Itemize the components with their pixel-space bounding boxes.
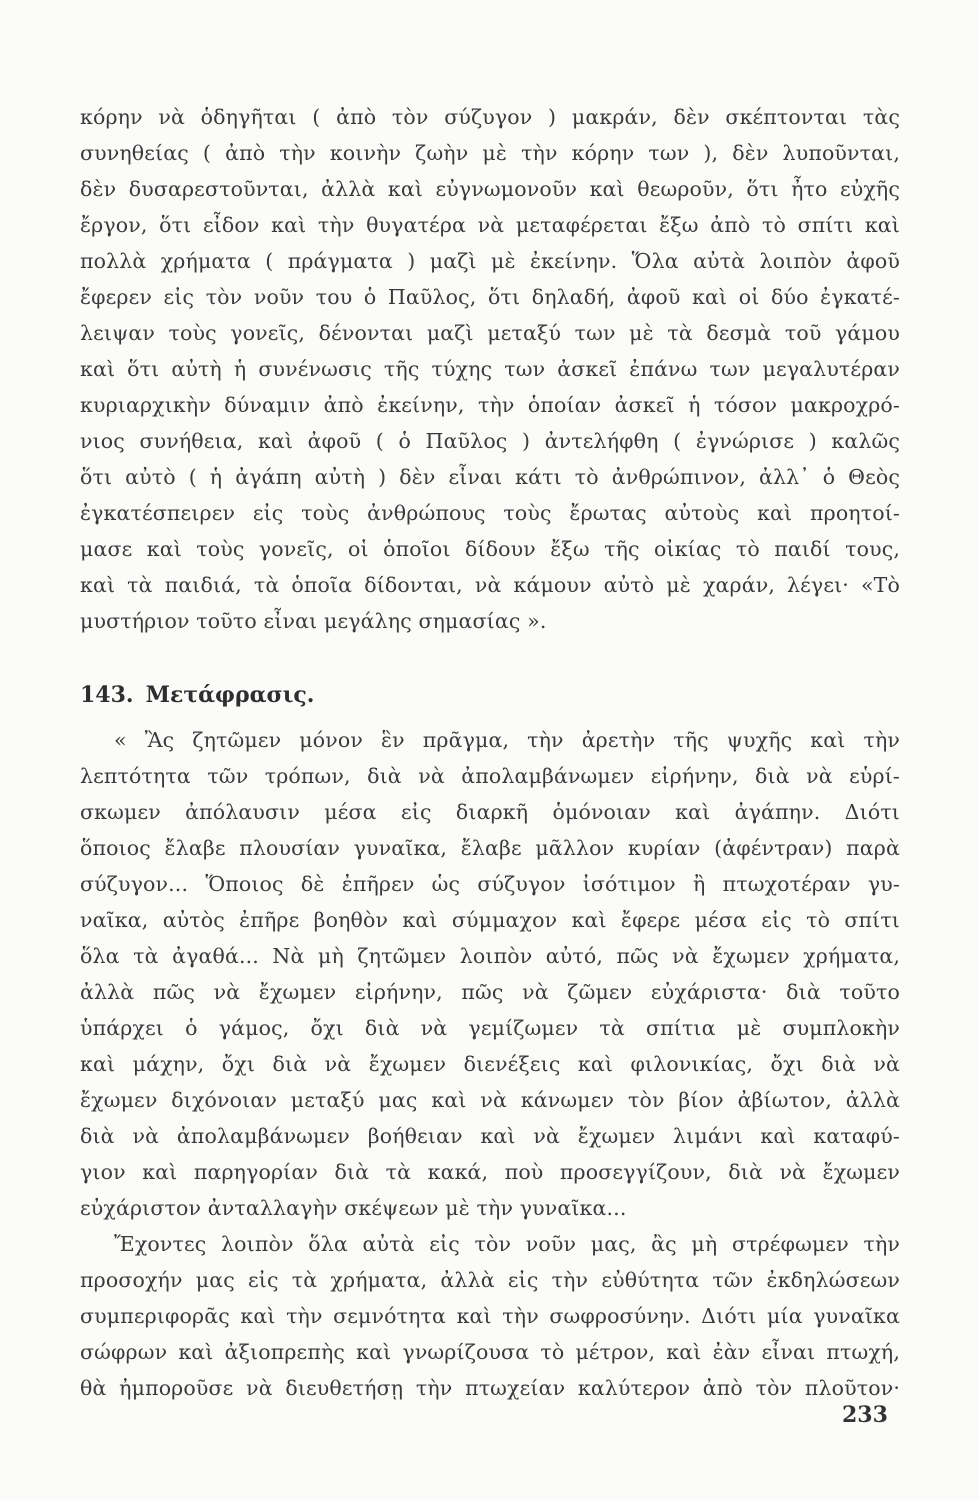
- text-line: ἔργον, ὅτι εἶδον καὶ τὴν θυγατέρα νὰ μεταφέρεται ἔξω ἀπὸ τὸ σπίτι καὶ: [80, 213, 900, 237]
- text-line: διὰ νὰ ἀπολαμβάνωμεν βοήθειαν καὶ νὰ ἔχωμεν λιμάνι καὶ καταφύ-: [80, 1124, 900, 1148]
- text-line: συνηθείας ( ἀπὸ τὴν κοινὴν ζωὴν μὲ τὴν κόρην των ), δὲν λυποῦνται,: [80, 141, 900, 165]
- section-number: 143.: [80, 682, 134, 708]
- section-heading: [80, 675, 314, 715]
- text-line: νιος συνήθεια, καὶ ἀφοῦ ( ὁ Παῦλος ) ἀντελήφθη ( ἐγνώρισε ) καλῶς: [80, 429, 900, 453]
- text-line: ἐγκατέσπειρεν εἰς τοὺς ἀνθρώπους τοὺς ἔρωτας αὐτοὺς καὶ προητοί-: [80, 501, 900, 525]
- text-line: σκωμεν ἀπόλαυσιν μέσα εἰς διαρκῆ ὁμόνοιαν καὶ ἀγάπην. Διότι: [80, 800, 900, 824]
- text-line: συμπεριφορᾶς καὶ τὴν σεμνότητα καὶ τὴν σωφροσύνην. Διότι μία γυναῖκα: [80, 1304, 900, 1328]
- text-line: μυστήριον τοῦτο εἶναι μεγάλης σημασίας ».: [80, 609, 547, 633]
- text-line: ὅποιος ἔλαβε πλουσίαν γυναῖκα, ἔλαβε μᾶλλον κυρίαν (ἀφέντραν) παρὰ: [80, 836, 900, 860]
- text-line: μασε καὶ τοὺς γονεῖς, οἱ ὁποῖοι δίδουν ἔξω τῆς οἰκίας τὸ παιδί τους,: [80, 537, 900, 561]
- text-line: ὅλα τὰ ἀγαθά... Νὰ μὴ ζητῶμεν λοιπὸν αὐτό, πῶς νὰ ἔχωμεν χρήματα,: [80, 944, 900, 968]
- text-line: σώφρων καὶ ἀξιοπρεπὴς καὶ γνωρίζουσα τὸ μέτρον, καὶ ἐὰν εἶναι πτωχή,: [80, 1340, 900, 1364]
- text-line: εὐχάριστον ἀνταλλαγὴν σκέψεων μὲ τὴν γυναῖκα...: [80, 1196, 627, 1220]
- text-line: προσοχήν μας εἰς τὰ χρήματα, ἀλλὰ εἰς τὴν εὐθύτητα τῶν ἐκδηλώσεων: [80, 1268, 900, 1292]
- text-line: « Ἂς ζητῶμεν μόνον ἓν πρᾶγμα, τὴν ἀρετὴν τῆς ψυχῆς καὶ τὴν: [114, 728, 900, 752]
- text-line: ὑπάρχει ὁ γάμος, ὄχι διὰ νὰ γεμίζωμεν τὰ σπίτια μὲ συμπλοκὴν: [80, 1016, 900, 1040]
- text-line: λεπτότητα τῶν τρόπων, διὰ νὰ ἀπολαμβάνωμεν εἰρήνην, διὰ νὰ εὑρί-: [80, 764, 900, 788]
- text-line: σύζυγον... Ὅποιος δὲ ἐπῆρεν ὡς σύζυγον ἰσότιμον ἢ πτωχοτέραν γυ-: [80, 872, 900, 896]
- text-line: καὶ τὰ παιδιά, τὰ ὁποῖα δίδονται, νὰ κάμουν αὐτὸ μὲ χαράν, λέγει· «Τὸ: [80, 573, 900, 597]
- text-line: πολλὰ χρήματα ( πράγματα ) μαζὶ μὲ ἐκείνην. Ὅλα αὐτὰ λοιπὸν ἀφοῦ: [80, 249, 900, 273]
- text-line: λειψαν τοὺς γονεῖς, δένονται μαζὶ μεταξύ των μὲ τὰ δεσμὰ τοῦ γάμου: [80, 321, 900, 345]
- text-line: δὲν δυσαρεστοῦνται, ἀλλὰ καὶ εὐγνωμονοῦν καὶ θεωροῦν, ὅτι ἦτο εὐχῆς: [80, 177, 900, 201]
- text-line: ἔφερεν εἰς τὸν νοῦν του ὁ Παῦλος, ὅτι δηλαδή, ἀφοῦ καὶ οἱ δύο ἐγκατέ-: [80, 285, 900, 309]
- text-line: Ἔχοντες λοιπὸν ὅλα αὐτὰ εἰς τὸν νοῦν μας, ἂς μὴ στρέφωμεν τὴν: [114, 1232, 900, 1256]
- section-title: Μετάφρασις.: [145, 682, 315, 708]
- text-line: ἀλλὰ πῶς νὰ ἔχωμεν εἰρήνην, πῶς νὰ ζῶμεν εὐχάριστα· διὰ τοῦτο: [80, 980, 900, 1004]
- text-line: θὰ ἠμποροῦσε νὰ διευθετήσῃ τὴν πτωχείαν καλύτερον ἀπὸ τὸν πλοῦτον·: [80, 1376, 900, 1400]
- text-line: κόρην νὰ ὁδηγῆται ( ἀπὸ τὸν σύζυγον ) μακράν, δὲν σκέπτονται τὰς: [80, 105, 900, 129]
- page-number: 233: [842, 1402, 888, 1428]
- text-line: κυριαρχικὴν δύναμιν ἀπὸ ἐκείνην, τὴν ὁποίαν ἀσκεῖ ἡ τόσον μακροχρό-: [80, 393, 900, 417]
- text-line: ναῖκα, αὐτὸς ἐπῆρε βοηθὸν καὶ σύμμαχον καὶ ἔφερε μέσα εἰς τὸ σπίτι: [80, 908, 900, 932]
- text-line: καὶ μάχην, ὄχι διὰ νὰ ἔχωμεν διενέξεις καὶ φιλονικίας, ὄχι διὰ νὰ: [80, 1052, 900, 1076]
- text-line: ἔχωμεν διχόνοιαν μεταξύ μας καὶ νὰ κάνωμεν τὸν βίον ἀβίωτον, ἀλλὰ: [80, 1088, 900, 1112]
- text-line: καὶ ὅτι αὐτὴ ἡ συνένωσις τῆς τύχης των ἀσκεῖ ἐπάνω των μεγαλυτέραν: [80, 357, 900, 381]
- text-line: γιον καὶ παρηγορίαν διὰ τὰ κακά, ποὺ προσεγγίζουν, διὰ νὰ ἔχωμεν: [80, 1160, 900, 1184]
- text-line: ὅτι αὐτὸ ( ἡ ἀγάπη αὐτὴ ) δὲν εἶναι κάτι τὸ ἀνθρώπινον, ἀλλ᾽ ὁ Θεὸς: [80, 465, 900, 489]
